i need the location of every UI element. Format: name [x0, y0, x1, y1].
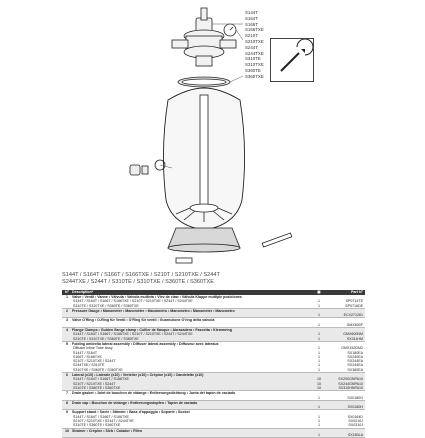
sub-row-models: Diffuser Inline Tube Assy	[73, 346, 113, 351]
model-item: S360TE	[245, 67, 261, 73]
table-row	[62, 295, 365, 309]
sub-row-part-number: SX180EA	[347, 350, 363, 355]
sub-row-models: S310TXE / S360TE / S360TXE	[73, 367, 123, 372]
row-description: Drain cap • Bouchon de vidange • Entleerungsstopfen • Tapón de vaciado	[72, 400, 198, 405]
sub-row-qty: 1	[318, 414, 320, 419]
models-title	[62, 272, 362, 286]
sub-row-models	[72, 323, 311, 327]
sub-row-part-number: SX244EA	[347, 363, 363, 368]
row-description: Support stand • Socle • Ständer • Base d'appoggio • Soporte • Sockel	[72, 410, 190, 415]
strainer	[176, 258, 192, 263]
table-row	[62, 429, 365, 438]
row-number: 4	[66, 328, 68, 333]
sub-row-part-number: SX360EA	[347, 367, 363, 372]
sub-row-qty: 1	[318, 346, 320, 351]
sub-row	[72, 304, 365, 308]
row-body	[72, 342, 365, 372]
sub-row	[72, 323, 365, 327]
sub-row-models: S144T / S164T / S166T / S166TXE / S210T / S210TXE / S244T / S244TXE	[73, 299, 193, 304]
sub-row-qty: 10	[317, 385, 321, 390]
row-description: Valve O'Ring • O-Ring für Ventil • O'Ring für ventil • Guarnizione O'ring della valvola	[72, 318, 215, 323]
sub-row-models	[72, 313, 311, 317]
row-description: Lateral (x10) • Laterale (x10) • Verteiler (x10) • Crépine (x10) • Candelette (x10)	[72, 373, 204, 378]
row-body	[72, 401, 365, 410]
sub-row-models: S310TE / S360TE / S360TXE	[73, 385, 121, 390]
sub-row-qty: 1	[318, 405, 320, 410]
model-item: S210T	[245, 33, 258, 39]
pressure-gauge	[224, 24, 236, 36]
table-row	[62, 373, 365, 391]
table-row	[62, 328, 365, 342]
model-item: S244TXE	[245, 50, 264, 56]
sub-row-qty: 1	[318, 336, 320, 341]
sub-row-part-number: GMX600NM	[343, 332, 363, 337]
sub-row	[72, 423, 365, 427]
header-description: Description*	[72, 290, 94, 295]
sub-row-qty: 1	[318, 313, 320, 318]
sub-row-models: S166T / S166TXE	[73, 354, 102, 359]
model-item: S166T	[245, 21, 258, 27]
header-part-number: Part N°	[350, 290, 363, 295]
sub-row-qty: 1	[318, 359, 320, 364]
table-row	[62, 391, 365, 401]
table-row	[62, 342, 365, 373]
sub-row-part-number: SX311HM	[346, 336, 363, 341]
parts-table	[62, 290, 365, 438]
sub-row-qty: 1	[318, 332, 320, 337]
model-item: S210TXE	[245, 38, 264, 44]
sub-row-part-number: SX240EA	[347, 354, 363, 359]
row-number: 3	[66, 318, 68, 323]
model-item: S244T	[245, 44, 258, 50]
header-number: N°	[64, 290, 70, 295]
wrench-icon	[271, 39, 313, 81]
sub-row-models: S144T / S164T / S166T / S166TXE / S210T / S210TXE / S244T / S244TXE	[73, 332, 193, 337]
row-body	[72, 309, 365, 318]
row-body	[72, 318, 365, 327]
row-description: Valve • Ventil • Vanne • Válvula • Valvola multivia • Vlev de claw • Válvula Klappe multiple posiciones	[72, 295, 242, 299]
sub-row-models: S210T / S210TXE / S244T	[73, 359, 116, 364]
sub-row-qty: 1	[318, 354, 320, 359]
models-title-line: S244TXE / S244T / S310TE / S310TXE / S360TE / S360TXE	[62, 279, 214, 285]
sub-row-models: S210T / S210TXE / S244T	[73, 381, 116, 386]
sub-row-part-number: SX180LA	[347, 432, 363, 437]
row-number: 6	[66, 373, 68, 378]
table-row	[62, 401, 365, 411]
sub-row-part-number: SX200GNPA10	[338, 377, 363, 382]
model-item: S166TXE	[245, 27, 264, 33]
row-body	[72, 295, 365, 308]
sub-row-qty: 10	[317, 377, 321, 382]
sub-row-part-number: GMX152DM2	[341, 346, 363, 351]
sub-row-part-number: SX244EA	[347, 359, 363, 364]
flange-clamp	[178, 77, 230, 87]
sub-row	[72, 313, 365, 317]
table-row	[62, 410, 365, 428]
row-number: 10	[65, 428, 69, 433]
model-item: S310TE	[245, 56, 261, 62]
model-item: S144T	[245, 10, 258, 15]
sub-row-part-number: SX310HNPA10	[338, 385, 363, 390]
row-body	[72, 328, 365, 341]
sub-row-part-number: GMX600F	[346, 322, 363, 327]
row-description: Strainer • Crépine • Sieb • Colador • Filtro	[72, 428, 143, 433]
sub-row	[72, 337, 365, 341]
sub-row-models	[72, 396, 311, 400]
sub-row-part-number: SX0210J	[348, 419, 363, 424]
model-item: S164T	[245, 15, 258, 21]
row-body	[72, 429, 365, 438]
sub-row-qty: 1	[318, 367, 320, 372]
sub-row-part-number: SP0714TE	[345, 299, 363, 304]
sub-row-qty: 1	[318, 322, 320, 327]
row-body	[72, 391, 365, 400]
row-description: Flange Clamps • Gulden flange clamp • Collier de flasque • Abrazadera • Fascetta • Klemmring	[72, 328, 232, 333]
lateral-tube	[262, 233, 292, 247]
sub-row-models: S144T / S164T	[73, 350, 98, 355]
multiport-valve	[172, 8, 236, 66]
support-stand	[168, 228, 240, 252]
model-item: S310TXE	[245, 62, 264, 68]
sub-row-qty: 1	[318, 395, 320, 400]
sub-row-models	[72, 433, 311, 437]
sub-row	[72, 396, 365, 400]
sub-row-part-number: SX0164D	[347, 414, 363, 419]
row-number: 8	[66, 400, 68, 405]
row-body	[72, 410, 365, 427]
model-item: S360TXE	[245, 73, 264, 79]
sub-row-qty: 1	[318, 299, 320, 304]
row-number: 7	[66, 391, 68, 396]
sub-row-part-number: SP0716DE	[345, 303, 363, 308]
sub-row-models	[72, 405, 311, 409]
row-number: 9	[66, 410, 68, 415]
sub-row	[72, 405, 365, 409]
sub-row	[72, 386, 365, 390]
sub-row-part-number: SX244GNPA10	[338, 381, 363, 386]
sub-row-qty: 1	[318, 363, 320, 368]
sub-row-models: S310TE / S310TXE / S360TE / S360TXE	[73, 303, 139, 308]
sub-row-models: S244TXE / S310TE	[73, 363, 105, 368]
wrench-detail-inset	[270, 38, 314, 82]
sub-row-models: S144T / S164T / S166T / S166TXE	[73, 377, 129, 382]
sub-row-part-number: SX0180H	[347, 405, 363, 410]
row-body	[72, 373, 365, 390]
sub-row-qty: 1	[318, 303, 320, 308]
sub-row-qty: 1	[318, 432, 320, 437]
row-number: 5	[66, 341, 68, 346]
sub-row-qty: 1	[318, 350, 320, 355]
header-qty-icon: ▦	[317, 290, 321, 295]
sub-row-qty: 1	[318, 423, 320, 428]
drain-cap	[130, 165, 148, 175]
sub-row-models: S210T / S210TXE / S244T / S244TXE	[73, 419, 134, 424]
sub-row-models: S310TE / S310TXE / S360TE / S360TXE	[73, 336, 139, 341]
table-row	[62, 318, 365, 328]
row-number: 1	[66, 295, 68, 299]
row-description: Folding umbrella lateral assembly • Diffuser lateral assembly • Diffuseur avec lateraux	[72, 341, 219, 346]
models-title-line: S144T / S164T / S166T / S166TXE / S210T / S210TXE / S244T	[62, 272, 220, 278]
row-description: Drain gasket • Joint de bouchon de vidange • Entleerungsdichtung • Junta del tapón de vaciado	[72, 391, 236, 396]
parts-rows	[62, 295, 365, 438]
sub-row	[72, 368, 365, 372]
sub-row-part-number: SX0310J	[348, 423, 363, 428]
sub-row-models: S310TE / S360TE / S360TXE	[73, 423, 121, 428]
sub-row	[72, 433, 365, 437]
row-number: 2	[66, 308, 68, 313]
sub-row-part-number: SX0180G	[347, 395, 363, 400]
sub-row-models: S144T / S164T / S166T / S166TXE	[73, 414, 129, 419]
sub-row-part-number: ECX271261	[343, 313, 363, 318]
sub-row-qty: 1	[318, 419, 320, 424]
sub-row-qty: 10	[317, 381, 321, 386]
row-description: Pressure Gauge • Manometer • Manomètre • Manómetro • Manometro • Manometer • Manometro	[72, 308, 235, 313]
table-row	[62, 309, 365, 319]
